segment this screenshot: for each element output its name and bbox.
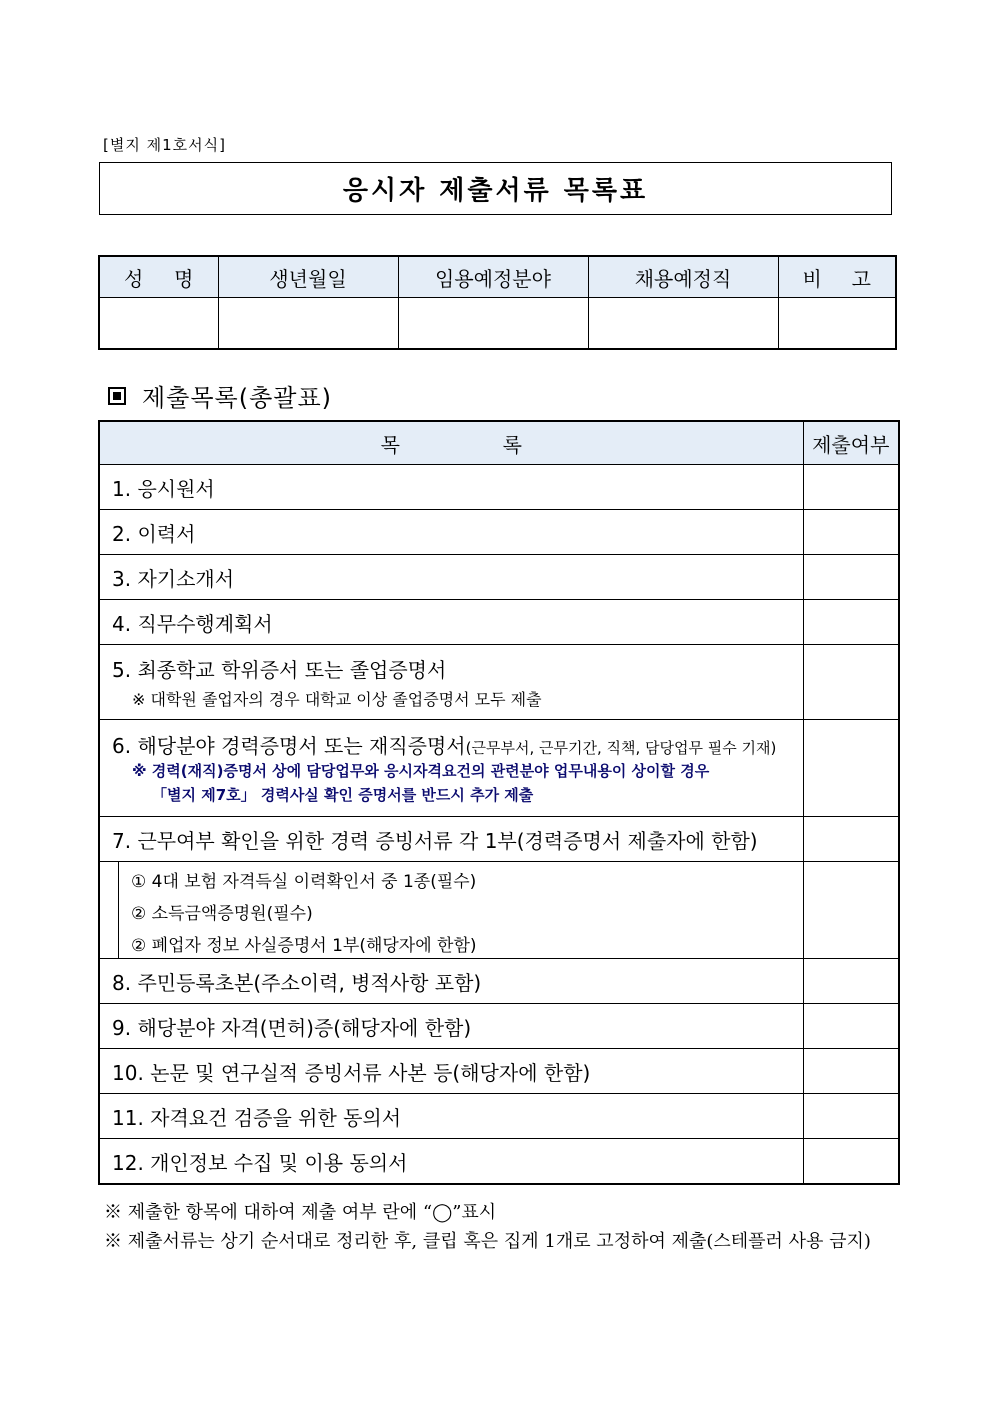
table-row (99, 1094, 899, 1139)
item-6-label: 6. 해당분야 경력증명서 또는 재직증명서 (112, 733, 466, 758)
header-items (99, 421, 803, 465)
item-7-check[interactable] (803, 817, 899, 862)
item-7-sub-cell (99, 862, 803, 959)
remark-cell[interactable] (778, 298, 896, 350)
item-2-check[interactable] (803, 510, 899, 555)
item-12-label: 12. 개인정보 수집 및 이용 동의서 (99, 1139, 803, 1185)
item-7-label: 7. 근무여부 확인을 위한 경력 증빙서류 각 1부(경력증명서 제출자에 한함) (99, 817, 803, 862)
item-10-check[interactable] (803, 1049, 899, 1094)
header-items-part2: 록 (502, 432, 522, 457)
section-title: 제출목록(총괄표) (142, 384, 333, 412)
table-row (99, 555, 899, 600)
table-row (99, 465, 899, 510)
item-6-detail: (근무부서, 근무기간, 직책, 담당업무 필수 기재) (465, 738, 777, 757)
birth-date-cell[interactable] (218, 298, 398, 350)
header-birth-date: 생년월일 (218, 256, 398, 298)
item-6-check[interactable] (803, 720, 899, 817)
table-row (99, 600, 899, 645)
item-12-check[interactable] (803, 1139, 899, 1185)
item-1-label: 1. 응시원서 (99, 465, 803, 510)
item-5-label: 5. 최종학교 학위증서 또는 졸업증명서 (112, 658, 447, 682)
header-items-part1: 목 (380, 432, 400, 457)
table-row (99, 817, 899, 862)
name-cell[interactable] (99, 298, 218, 350)
table-row (99, 959, 899, 1004)
header-remark-part1: 비 (802, 266, 822, 291)
table-row (99, 1049, 899, 1094)
item-4-check[interactable] (803, 600, 899, 645)
appointment-field-cell[interactable] (398, 298, 588, 350)
section-heading (108, 378, 332, 413)
footnote-2: ※ 제출서류는 상기 순서대로 정리한 후, 클립 혹은 집게 1개로 고정하여 제출(스테플러 사용 금지) (104, 1231, 871, 1252)
item-3-label: 3. 자기소개서 (99, 555, 803, 600)
form-number-label: [별지 제1호서식] (103, 136, 226, 154)
item-3-check[interactable] (803, 555, 899, 600)
applicant-info-table (98, 255, 897, 350)
header-remark (778, 256, 896, 298)
header-name-part2: 명 (174, 266, 194, 291)
footnotes (104, 1198, 871, 1256)
item-4-label: 4. 직무수행계획서 (99, 600, 803, 645)
document-title: 응시자 제출서류 목록표 (99, 162, 892, 215)
item-2-label: 2. 이력서 (99, 510, 803, 555)
item-6-cell (99, 720, 803, 817)
document-list-table (98, 420, 900, 1185)
item-8-check[interactable] (803, 959, 899, 1004)
square-bullet-icon (108, 387, 126, 405)
item-7-sub-1: ① 4대 보험 자격득실 이력확인서 중 1종(필수) (131, 872, 477, 892)
footnote-1: ※ 제출한 항목에 대하여 제출 여부 란에 “◯”표시 (104, 1202, 497, 1223)
table-row (99, 645, 899, 720)
item-1-check[interactable] (803, 465, 899, 510)
item-5-note: ※ 대학원 졸업자의 경우 대학교 이상 졸업증명서 모두 제출 (132, 690, 542, 709)
table-row (99, 720, 899, 817)
item-6-note-line2: 「별지 제7호」 경력사실 확인 증명서를 반드시 추가 제출 (152, 785, 534, 804)
header-submission-status: 제출여부 (803, 421, 899, 465)
item-5-check[interactable] (803, 645, 899, 720)
item-6-note (112, 759, 791, 807)
header-appointment-field: 임용예정분야 (398, 256, 588, 298)
item-6-note-line1: ※ 경력(재직)증명서 상에 담당업무와 응시자격요건의 관련분야 업무내용이 상이할 경우 (132, 761, 710, 780)
item-11-check[interactable] (803, 1094, 899, 1139)
table-row (99, 1139, 899, 1185)
table-row (99, 1004, 899, 1049)
header-position: 채용예정직 (588, 256, 778, 298)
item-10-label: 10. 논문 및 연구실적 증빙서류 사본 등(해당자에 한함) (99, 1049, 803, 1094)
header-name-part1: 성 (124, 266, 144, 291)
item-8-label: 8. 주민등록초본(주소이력, 병적사항 포함) (99, 959, 803, 1004)
item-9-label: 9. 해당분야 자격(면허)증(해당자에 한함) (99, 1004, 803, 1049)
position-cell[interactable] (588, 298, 778, 350)
item-7-sub-3: ② 폐업자 정보 사실증명서 1부(해당자에 한함) (131, 936, 477, 956)
header-remark-part2: 고 (851, 266, 871, 291)
item-5-cell (99, 645, 803, 720)
table-row (99, 862, 899, 959)
item-7-sub-2: ② 소득금액증명원(필수) (131, 904, 313, 924)
header-name (99, 256, 218, 298)
table-row (99, 510, 899, 555)
item-11-label: 11. 자격요건 검증을 위한 동의서 (99, 1094, 803, 1139)
item-9-check[interactable] (803, 1004, 899, 1049)
item-7-sub-check[interactable] (803, 862, 899, 959)
